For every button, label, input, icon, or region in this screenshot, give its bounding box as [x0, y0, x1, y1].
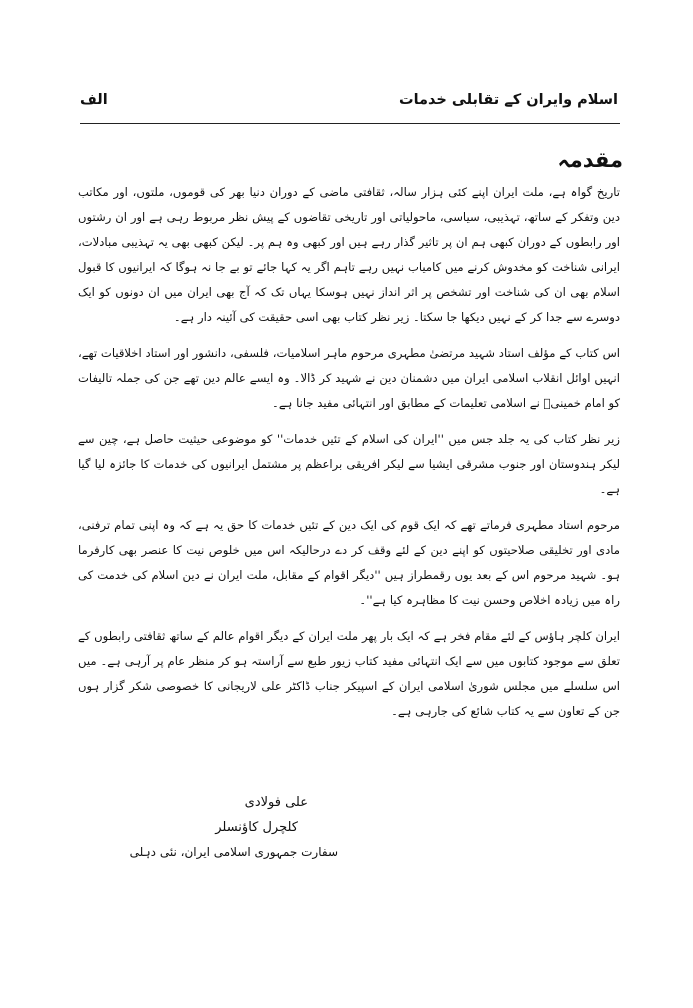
- paragraph: تاریخ گواہ ہے، ملت ایران اپنے کئی ہزار سالہ، ثقافتی ماضی کے دوران دنیا بھر کی قوموں، ملتوں، اور مکاتب دین وتفکر کے ساتھ، تہذیبی، سیاسی، ماحولیاتی اور تاریخی تقاضوں کے پیش نظر مربوط رہی ہے اور ان رشتوں اور رابطوں کے دوران کبھی ہم ان پر تاثیر گذار رہے ہیں اور کبھی وہ ہم پر۔ لیکن کبھی بھی یہ تہذیبی مبادلات، ایرانی شناخت کو مخدوش کرنے میں کامیاب نہیں رہے تاہم اگر یہ کہا جائے تو بے جا نہ ہوگا کہ ایرانیوں کا قبول اسلام بھی ان کی شناخت اور تشخص پر اثر انداز نہیں ہوسکا یہاں تک کہ آج بھی ایران میں ان دونوں کو ایک دوسرے سے جدا کر کے نہیں دیکھا جا سکتا۔ زیر نظر کتاب بھی اسی حقیقت کی آئینہ دار ہے۔: [78, 185, 620, 324]
- section-heading: مقدمہ: [557, 148, 623, 172]
- running-title: اسلام وایران کے تقابلی خدمات: [399, 92, 618, 108]
- paragraph: مرحوم استاد مطہری فرماتے تھے کہ ایک قوم کی ایک دین کے تئیں خدمات کا حق یہ ہے کہ وہ اپنی تمام ترفنی، مادی اور تخلیقی صلاحیتوں کو اپنے دین کے لئے وقف کر دے درحالیکہ اس میں خلوص نیت کا عنصر بھی کارفرما ہو۔ شہید مرحوم اس کے بعد یوں رقمطراز ہیں ''دیگر اقوام کے مقابل، ملت ایران نے دین اسلام کی خدمت کی راہ میں زیادہ اخلاص وحسن نیت کا مظاہرہ کیا ہے''۔: [78, 518, 620, 607]
- paragraph: ایران کلچر ہاؤس کے لئے مقام فخر ہے کہ ایک بار پھر ملت ایران کے دیگر اقوام عالم کے ساتھ ثقافتی رابطوں کے تعلق سے موجود کتابوں میں سے ایک انتہائی مفید کتاب زیور طبع سے آراستہ ہو کر منظر عام پر آرہی ہے۔ میں اس سلسلے میں مجلس شوریٰ اسلامی ایران کے اسپیکر جناب ڈاکٹر علی لاریجانی کا خصوصی شکر گزار ہوں جن کے تعاون سے یہ کتاب شائع کی جارہی ہے۔: [78, 629, 620, 718]
- body-text: [78, 180, 620, 735]
- paragraph: زیر نظر کتاب کی یہ جلد جس میں ''ایران کی اسلام کے تئیں خدمات'' کو موضوعی حیثیت حاصل ہے، چین سے لیکر ہندوستان اور جنوب مشرقی ایشیا سے لیکر افریقی براعظم پر مشتمل ایرانیوں کی خدمات کا جائزہ لیا گیا ہے۔: [78, 432, 620, 496]
- signatory-name: علی فولادی: [244, 795, 308, 810]
- paragraph: اس کتاب کے مؤلف استاد شہید مرتضیٰ مطہری مرحوم ماہر اسلامیات، فلسفی، دانشور اور استاد اخلاقیات تھے، انہیں اوائل انقلاب اسلامی ایران میں دشمنان دین نے شہید کر ڈالا۔ وہ ایسے عالم دین تھے جن کی جملہ تالیفات کو امام خمینیؒ نے اسلامی تعلیمات کے مطابق اور انتہائی مفید جانا ہے۔: [78, 346, 620, 410]
- signatory-organization: سفارت جمہوری اسلامی ایران، نئی دہلی: [129, 845, 338, 859]
- signatory-title: کلچرل کاؤنسلر: [215, 820, 298, 835]
- page-header: [80, 92, 618, 118]
- page-number-label: الف: [80, 92, 108, 108]
- header-divider: [80, 123, 620, 124]
- signature-block: [129, 790, 338, 865]
